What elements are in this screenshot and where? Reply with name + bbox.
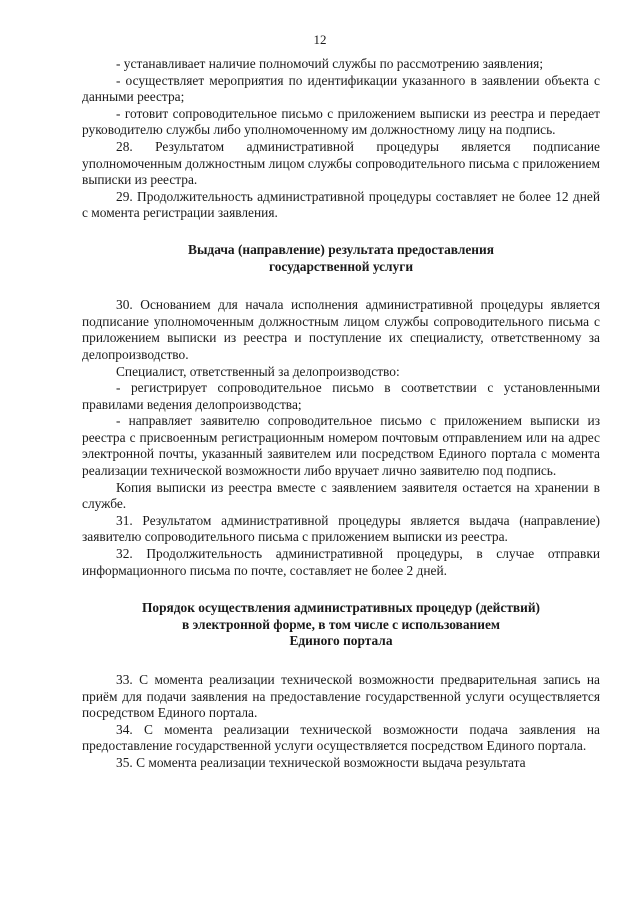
paragraph: 33. С момента реализации технической возможности предварительная запись на приём для подачи заявления на предоставление государственной услуги осуществляется посредством Единого портала. bbox=[82, 672, 600, 721]
section-heading bbox=[82, 242, 600, 275]
paragraph: - осуществляет мероприятия по идентификации указанного в заявлении объекта с данными реестра; bbox=[82, 72, 600, 105]
paragraph: 29. Продолжительность административной процедуры составляет не более 12 дней с момента регистрации заявления. bbox=[82, 188, 600, 221]
section-heading-line: государственной услуги bbox=[268, 258, 414, 274]
paragraph: - регистрирует сопроводительное письмо в соответствии с установленными правилами ведения делопроизводства; bbox=[82, 380, 600, 412]
section-heading-line: в электронной форме, в том числе с использованием bbox=[181, 616, 501, 632]
paragraph: 30. Основанием для начала исполнения административной процедуры является подписание уполномоченным должностным лицом службы сопроводительного письма с приложением выписки из реестра и поступление их специалисту, ответственному за делопроизводство. bbox=[82, 297, 600, 362]
document-body bbox=[82, 56, 600, 772]
paragraph: 28. Результатом административной процедуры является подписание уполномоченным должностным лицом службы сопроводительного письма с приложением выписки из реестра. bbox=[82, 138, 600, 188]
paragraph: Копия выписки из реестра вместе с заявлением заявителя остается на хранении в службе. bbox=[82, 479, 600, 512]
paragraph: - направляет заявителю сопроводительное письмо с приложением выписки из реестра с присвоенным регистрационным номером почтовым отправлением или на адрес электронной почты, указанный заявителем или посредством Единого портала с момента реализации технической возможности либо вручает лично заявителю под подпись. bbox=[82, 413, 600, 479]
paragraph: Специалист, ответственный за делопроизводство: bbox=[116, 363, 400, 379]
section-heading-line: Порядок осуществления административных процедур (действий) bbox=[141, 600, 541, 616]
paragraph: - готовит сопроводительное письмо с приложением выписки из реестра и передает руководителю службы либо уполномоченному им должностному лицу на подпись. bbox=[82, 105, 600, 138]
section-heading bbox=[82, 600, 600, 650]
paragraph: 34. С момента реализации технической возможности подача заявления на предоставление государственной услуги осуществляется посредством Единого портала. bbox=[82, 721, 600, 754]
paragraph: 31. Результатом административной процедуры является выдача (направление) заявителю сопроводительного письма с приложением выписки из реестра. bbox=[82, 512, 600, 545]
paragraph: 35. С момента реализации технической возможности выдача результата bbox=[116, 754, 526, 770]
section-heading-line: Единого портала bbox=[289, 633, 393, 649]
paragraph: - устанавливает наличие полномочий службы по рассмотрению заявления; bbox=[116, 56, 544, 71]
section-heading-line: Выдача (направление) результата предоставления bbox=[188, 241, 494, 257]
paragraph: 32. Продолжительность административной процедуры, в случае отправки информационного письма по почте, составляет не более 2 дней. bbox=[82, 546, 600, 578]
page-number: 12 bbox=[313, 32, 327, 47]
